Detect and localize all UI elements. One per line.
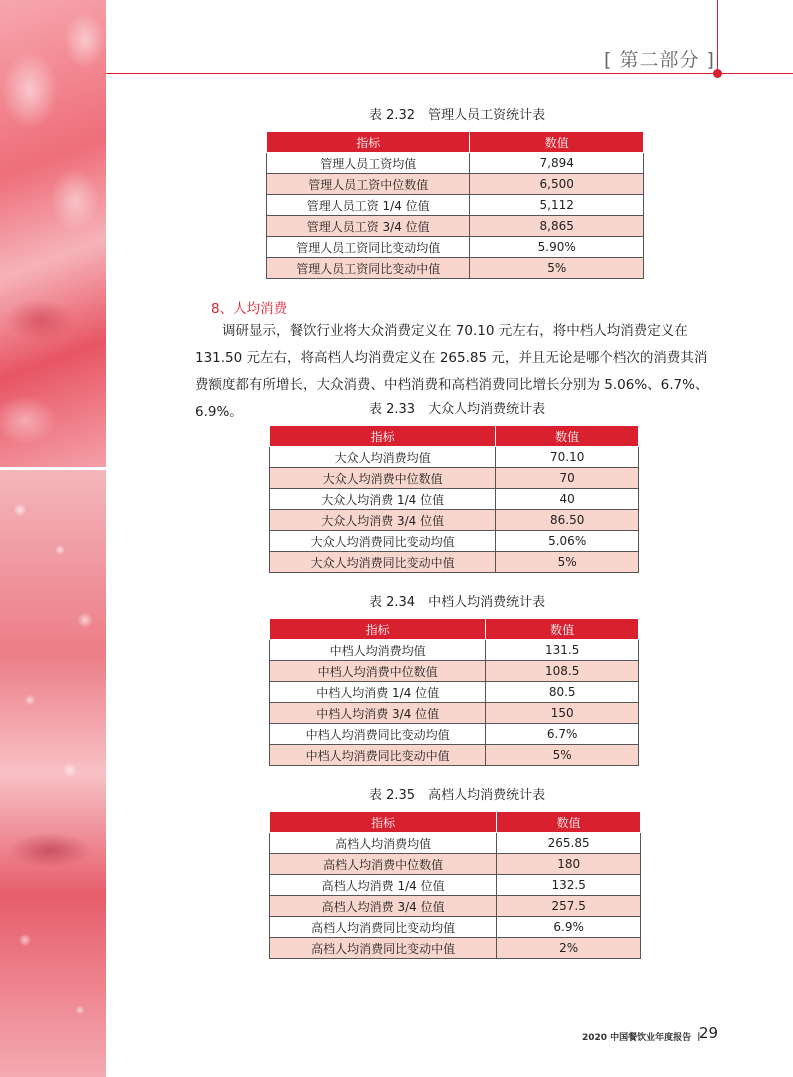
table-caption-2-32: 表 2.32 管理人员工资统计表 [369,108,546,123]
row-label: 高档人均消费 3/4 位值 [270,896,497,917]
table-row [267,237,644,258]
row-value: 5% [470,258,644,279]
row-value: 132.5 [497,875,641,896]
table-header-row [270,619,639,640]
table-row [270,640,639,661]
table-row [270,745,639,766]
decorative-side-image-bottom [0,470,106,1077]
row-value: 5.90% [470,237,644,258]
page-number: 29 [699,1024,719,1042]
table-2-32 [266,131,644,279]
table-caption-2-35: 表 2.35 高档人均消费统计表 [369,788,546,803]
row-label: 管理人员工资 1/4 位值 [267,195,470,216]
row-label: 高档人均消费同比变动均值 [270,917,497,938]
header-horizontal-rule [106,73,793,74]
header-value: 数值 [486,619,639,640]
table-header-row [267,132,644,153]
row-value: 2% [497,938,641,959]
row-value: 80.5 [486,682,639,703]
row-label: 中档人均消费同比变动中值 [270,745,486,766]
table-row [267,216,644,237]
table-row [270,682,639,703]
row-label: 高档人均消费均值 [270,833,497,854]
decorative-side-image-top [0,0,106,467]
table-row [267,174,644,195]
row-label: 管理人员工资同比变动中值 [267,258,470,279]
row-label: 高档人均消费同比变动中值 [270,938,497,959]
row-value: 5% [486,745,639,766]
row-value: 6.7% [486,724,639,745]
table-row [270,531,639,552]
header-value: 数值 [497,812,641,833]
table-row [270,489,639,510]
row-label: 大众人均消费 3/4 位值 [270,510,496,531]
header-indicator: 指标 [270,426,496,447]
row-value: 180 [497,854,641,875]
table-row [270,854,641,875]
table-2-33 [269,425,639,573]
table-2-34 [269,618,639,766]
table-row [270,703,639,724]
table-row [270,468,639,489]
table-row [270,938,641,959]
table-caption-2-33: 表 2.33 大众人均消费统计表 [369,402,546,417]
row-value: 108.5 [486,661,639,682]
row-value: 265.85 [497,833,641,854]
row-label: 中档人均消费中位数值 [270,661,486,682]
row-value: 5.06% [496,531,639,552]
row-label: 管理人员工资同比变动均值 [267,237,470,258]
row-value: 7,894 [470,153,644,174]
footer-report-title: 2020 中国餐饮业年度报告 丨 [582,1033,704,1043]
row-label: 大众人均消费 1/4 位值 [270,489,496,510]
table-header-row [270,812,641,833]
header-indicator: 指标 [267,132,470,153]
row-label: 高档人均消费中位数值 [270,854,497,875]
row-label: 中档人均消费 3/4 位值 [270,703,486,724]
table-row [270,447,639,468]
row-label: 大众人均消费同比变动均值 [270,531,496,552]
row-value: 6,500 [470,174,644,195]
header-value: 数值 [496,426,639,447]
row-value: 70.10 [496,447,639,468]
section-label: [ 第二部分 ] [604,49,715,71]
row-value: 6.9% [497,917,641,938]
table-row [267,195,644,216]
table-row [270,510,639,531]
table-row [270,724,639,745]
row-value: 70 [496,468,639,489]
row-label: 大众人均消费同比变动中值 [270,552,496,573]
row-value: 8,865 [470,216,644,237]
table-row [267,258,644,279]
table-row [270,833,641,854]
table-row [270,661,639,682]
row-value: 40 [496,489,639,510]
table-row [270,917,641,938]
row-label: 管理人员工资均值 [267,153,470,174]
row-label: 高档人均消费 1/4 位值 [270,875,497,896]
header-value: 数值 [470,132,644,153]
table-2-35 [269,811,641,959]
table-row [270,552,639,573]
row-value: 131.5 [486,640,639,661]
header-indicator: 指标 [270,619,486,640]
row-value: 86.50 [496,510,639,531]
row-label: 大众人均消费中位数值 [270,468,496,489]
table-caption-2-34: 表 2.34 中档人均消费统计表 [369,595,546,610]
row-label: 大众人均消费均值 [270,447,496,468]
header-indicator: 指标 [270,812,497,833]
row-value: 5% [496,552,639,573]
table-row [270,896,641,917]
table-row [267,153,644,174]
row-value: 257.5 [497,896,641,917]
row-label: 中档人均消费 1/4 位值 [270,682,486,703]
body-paragraph: 调研显示，餐饮行业将大众消费定义在 70.10 元左右，将中档人均消费定义在 131.50 元左右，将高档人均消费定义在 265.85 元，并且无论是哪个档次的消费其消费额度都有所增长，大众消费、中档消费和高档消费同比增长分别为 5.06%、6.7%、6.9%。 [195,323,709,420]
row-label: 中档人均消费均值 [270,640,486,661]
row-label: 管理人员工资 3/4 位值 [267,216,470,237]
section-heading-8: 8、人均消费 [211,301,288,317]
row-value: 5,112 [470,195,644,216]
row-value: 150 [486,703,639,724]
row-label: 中档人均消费同比变动均值 [270,724,486,745]
header-vertical-rule [717,0,718,73]
table-row [270,875,641,896]
row-label: 管理人员工资中位数值 [267,174,470,195]
table-header-row [270,426,639,447]
